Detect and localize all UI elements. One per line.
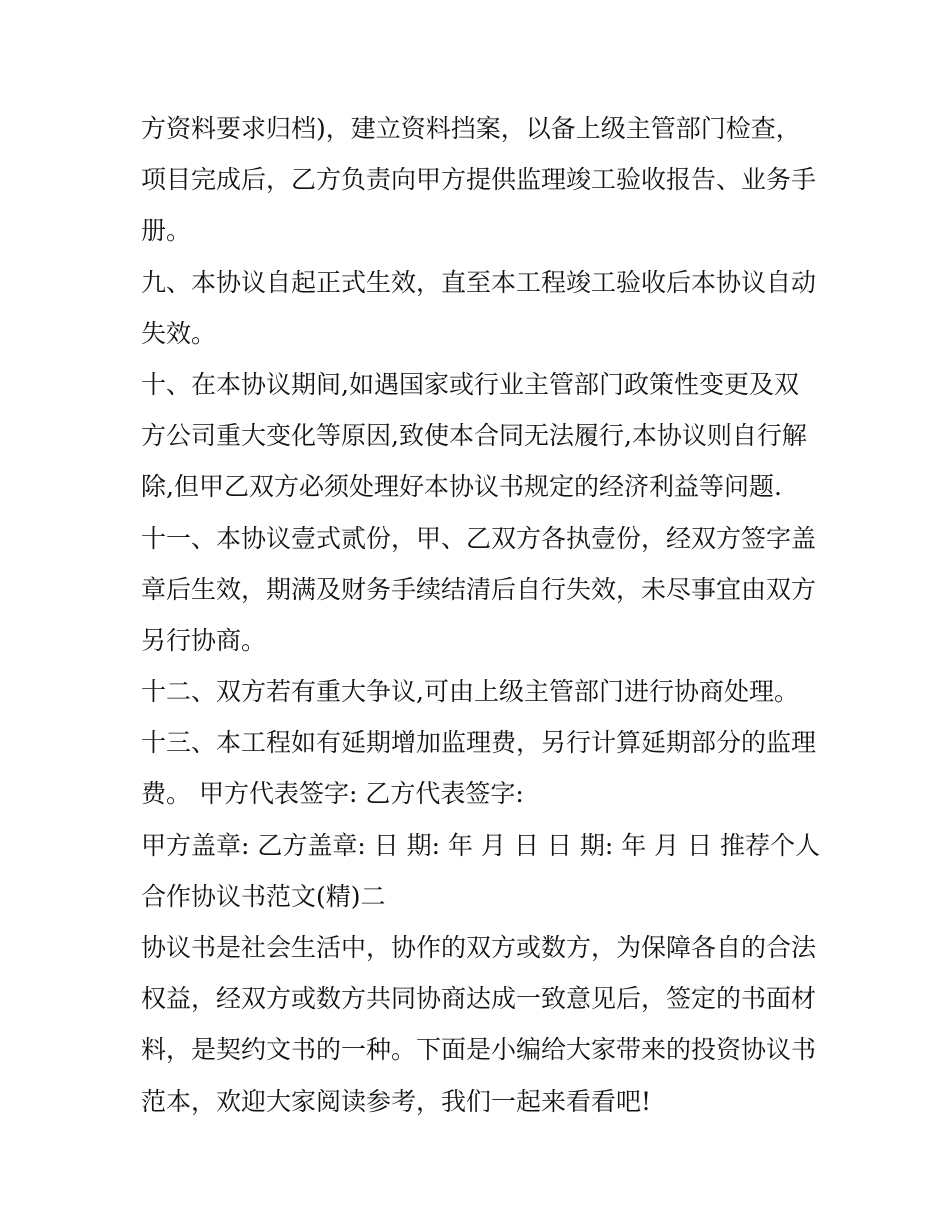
text-line: 章后生效，期满及财务手续结清后自行失效，未尽事宜由双方 [141,574,817,604]
text-line: 协议书是社会生活中，协作的双方或数方，为保障各自的合法 [141,933,817,962]
text-line: 失效。 [141,318,217,348]
text-line: 九、本协议自起正式生效，直至本工程竣工验收后本协议自动 [141,267,817,297]
text-line: 十一、本协议壹式贰份，甲、乙双方各执壹份，经双方签字盖 [141,523,817,553]
text-line: 另行协商。 [141,625,267,655]
text-line: 十二、双方若有重大争议,可由上级主管部门进行协商处理。 [141,677,799,707]
text-line: 范本，欢迎大家阅读参考，我们一起来看看吧! [141,1086,652,1116]
text-line: 料，是契约文书的一种。下面是小编给大家带来的投资协议书 [141,1035,817,1065]
text-line: 权益，经双方或数方共同协商达成一致意见后，签定的书面材 [141,984,817,1014]
text-line: 方公司重大变化等原因,致使本合同无法履行,本协议则自行解 [141,421,807,451]
text-line: 方资料要求归档)，建立资料挡案，以备上级主管部门检查， [141,114,801,143]
text-line: 除,但甲乙双方必须处理好本协议书规定的经济利益等问题. [141,472,782,502]
section-heading: 合作协议书范文(精)二 [141,881,386,911]
text-line: 十、在本协议期间,如遇国家或行业主管部门政策性变更及双 [141,369,799,399]
text-line: 费。 甲方代表签字: 乙方代表签字: [141,779,524,809]
text-line: 项目完成后，乙方负责向甲方提供监理竣工验收报告、业务手 [141,165,817,195]
text-line: 册。 [141,216,192,246]
text-line: 甲方盖章: 乙方盖章: 日 期: 年 月 日 日 期: 年 月 日 推荐个人 [141,830,821,860]
document-body [141,103,841,1127]
text-line: 十三、本工程如有延期增加监理费，另行计算延期部分的监理 [141,728,817,758]
